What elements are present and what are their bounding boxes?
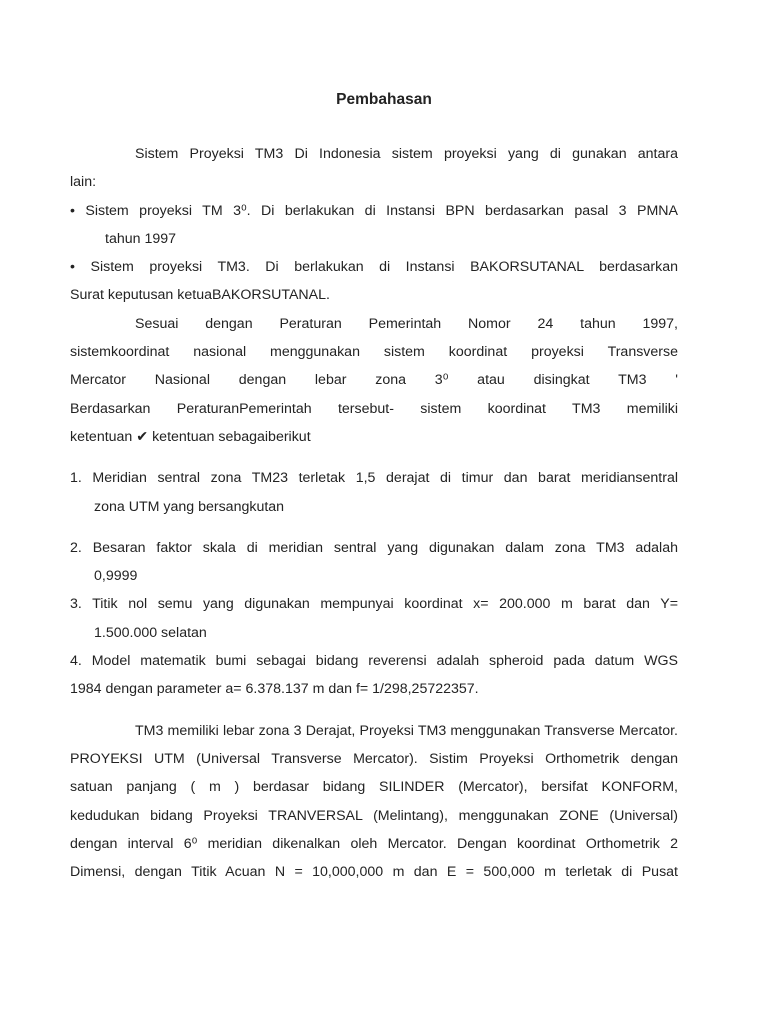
document-body [70, 140, 678, 886]
bullet-item-tm3-bakorsutanal [70, 253, 678, 310]
page-title: Pembahasan [336, 91, 432, 108]
text-line: 1.500.000 selatan [94, 624, 207, 641]
text-line: 1984 dengan parameter a= 6.378.137 m dan f= 1/298,25722357. [70, 681, 479, 698]
numbered-item-3 [70, 590, 678, 647]
text-line: dengan interval 6⁰ meridian dikenalkan oleh Mercator. Dengan koordinat Orthometrik 2 [70, 835, 678, 852]
text-line: sistemkoordinat nasional menggunakan sistem koordinat proyeksi Transverse [70, 344, 678, 361]
numbered-item-2 [70, 534, 678, 591]
closing-paragraph [70, 717, 678, 887]
text-line: 0,9999 [94, 568, 138, 585]
text-line: Surat keputusan ketuaBAKORSUTANAL. [70, 287, 330, 304]
text-line: Dimensi, dengan Titik Acuan N = 10,000,000 m dan E = 500,000 m terletak di Pusat [70, 864, 678, 881]
text-line: 3. Titik nol semu yang digunakan mempunyai koordinat x= 200.000 m barat dan Y= [70, 596, 678, 613]
numbered-item-4 [70, 647, 678, 704]
text-line: lain: [70, 174, 97, 191]
text-line: 1. Meridian sentral zona TM23 terletak 1,5 derajat di timur dan barat meridiansentral [70, 470, 678, 487]
bullet-item-tm3-bpn [70, 197, 678, 254]
text-line: 2. Besaran faktor skala di meridian sentral yang digunakan dalam zona TM3 adalah [70, 539, 678, 556]
text-line: ketentuan ✔ ketentuan sebagaiberikut [70, 428, 311, 445]
text-line: 4. Model matematik bumi sebagai bidang reverensi adalah spheroid pada datum WGS [70, 653, 678, 670]
text-line: satuan panjang ( m ) berdasar bidang SILINDER (Mercator), bersifat KONFORM, [70, 779, 678, 796]
text-line: Mercator Nasional dengan lebar zona 3⁰ atau disingkat TM3 ' [70, 372, 678, 389]
text-line: Berdasarkan PeraturanPemerintah tersebut- sistem koordinat TM3 memiliki [70, 400, 678, 417]
text-line: zona UTM yang bersangkutan [94, 498, 285, 515]
text-line: • Sistem proyeksi TM3. Di berlakukan di Instansi BAKORSUTANAL berdasarkan [70, 259, 678, 276]
numbered-item-1 [70, 464, 678, 521]
text-line: PROYEKSI UTM (Universal Transverse Mercator). Sistim Proyeksi Orthometrik dengan [70, 750, 678, 767]
regulation-paragraph [70, 310, 678, 451]
intro-paragraph [70, 140, 678, 197]
text-line: Sesuai dengan Peraturan Pemerintah Nomor 24 tahun 1997, [135, 315, 678, 332]
text-line: tahun 1997 [105, 230, 177, 247]
text-line: kedudukan bidang Proyeksi TRANVERSAL (Melintang), menggunakan ZONE (Universal) [70, 807, 678, 824]
text-line: • Sistem proyeksi TM 3⁰. Di berlakukan di Instansi BPN berdasarkan pasal 3 PMNA [70, 202, 678, 219]
text-line: TM3 memiliki lebar zona 3 Derajat, Proyeksi TM3 menggunakan Transverse Mercator. [135, 722, 678, 739]
title-row [0, 0, 768, 110]
text-line: Sistem Proyeksi TM3 Di Indonesia sistem proyeksi yang di gunakan antara [135, 146, 678, 162]
